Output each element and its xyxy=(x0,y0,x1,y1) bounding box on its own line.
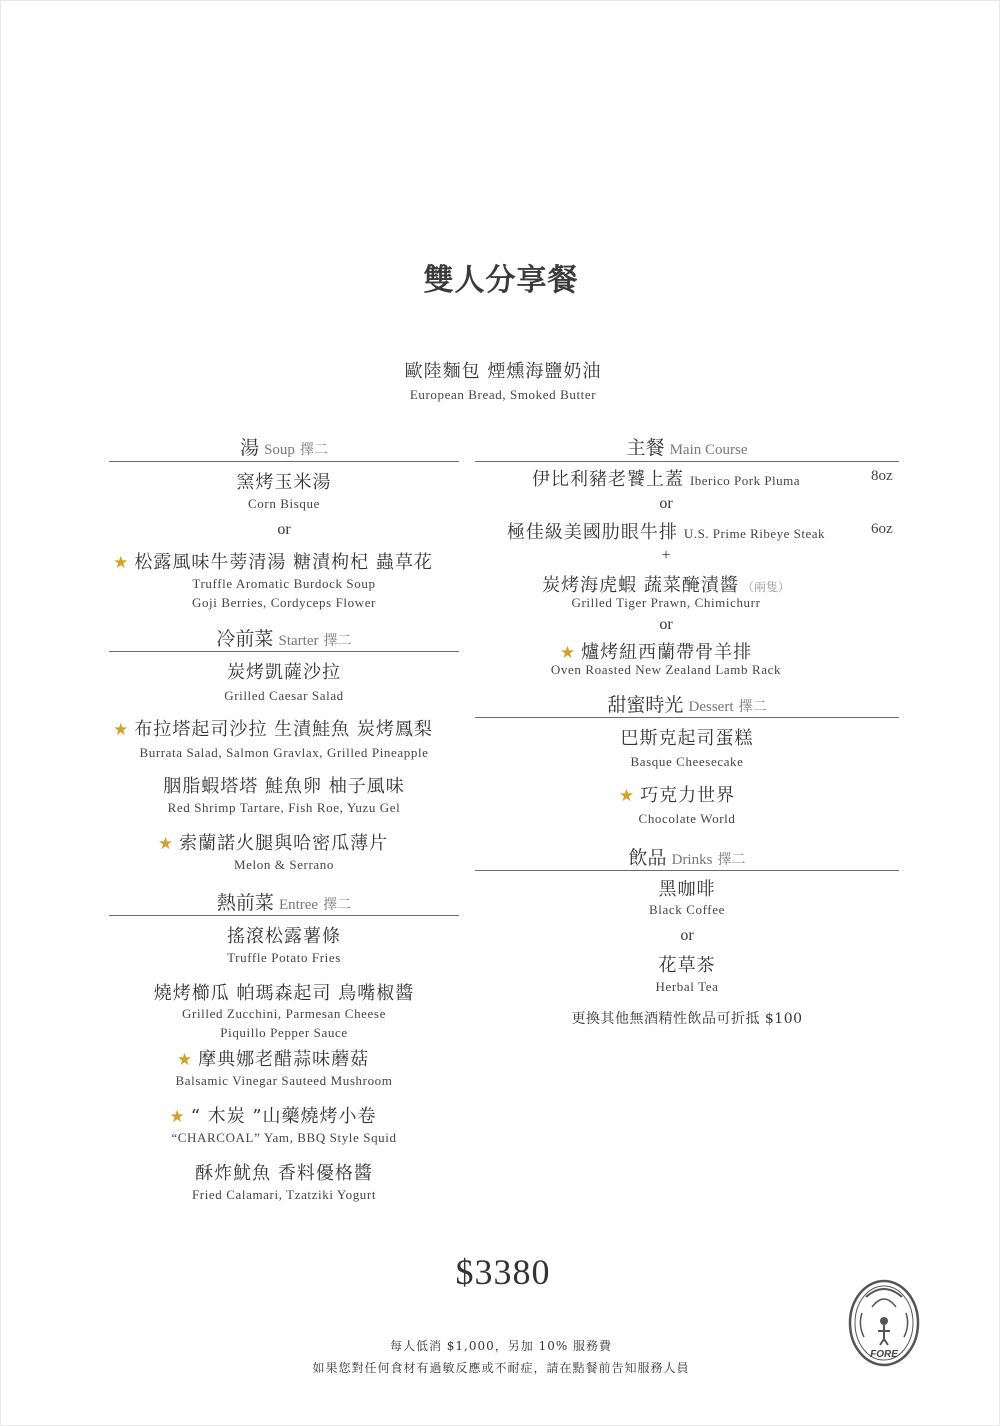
menu-title: 雙人分享餐 xyxy=(423,263,579,298)
drinks-header xyxy=(628,843,745,870)
starter-item2-zh: 布拉塔起司沙拉 生漬鮭魚 炭烤鳳梨 xyxy=(134,719,433,740)
entree-item5-zh: 酥炸魷魚 香料優格醬 xyxy=(195,1163,373,1184)
main-or-2: or xyxy=(659,616,673,633)
starter-divider xyxy=(109,651,459,652)
main-item4-zh-row xyxy=(560,638,752,664)
bread-zh: 歐陸麵包 煙燻海鹽奶油 xyxy=(404,361,602,382)
entree-header-pick: 擇二 xyxy=(323,897,352,913)
soup-item2-en2: Goji Berries, Cordyceps Flower xyxy=(191,595,377,610)
bread-en: European Bread, Smoked Butter xyxy=(409,387,597,402)
main-item2-zh: 極佳級美國肋眼牛排 xyxy=(506,522,678,543)
starter-header-en: Starter xyxy=(278,633,319,649)
logo-emblem-icon xyxy=(844,1273,924,1369)
starter-item2-en: Burrata Salad, Salmon Gravlax, Grilled Pineapple xyxy=(139,745,429,760)
star-icon: ★ xyxy=(169,1107,186,1127)
starter-item3-en: Red Shrimp Tartare, Fish Roe, Yuzu Gel xyxy=(167,800,401,815)
entree-item4-en: “CHARCOAL” Yam, BBQ Style Squid xyxy=(171,1130,397,1145)
main-item3 xyxy=(542,571,790,597)
main-header-zh: 主餐 xyxy=(626,437,665,459)
entree-item4-zh-row xyxy=(169,1102,376,1128)
starter-item4-zh-row xyxy=(158,829,388,855)
entree-header-en: Entree xyxy=(278,897,319,913)
main-plus: + xyxy=(661,547,671,564)
entree-item5-en: Fried Calamari, Tzatziki Yogurt xyxy=(191,1187,377,1202)
entree-item2-zh: 燒烤櫛瓜 帕瑪森起司 鳥嘴椒醬 xyxy=(153,983,415,1004)
dessert-item1-zh: 巴斯克起司蛋糕 xyxy=(620,728,754,749)
main-header xyxy=(626,433,747,460)
dessert-header-pick: 擇二 xyxy=(738,699,767,715)
main-item3-zh: 炭烤海虎蝦 蔬菜醃漬醬 xyxy=(542,575,739,596)
starter-item1-zh: 炭烤凱薩沙拉 xyxy=(227,662,341,683)
starter-item1-en: Grilled Caesar Salad xyxy=(224,688,344,703)
drinks-item2-en: Herbal Tea xyxy=(655,979,719,994)
main-item3-en: Grilled Tiger Prawn, Chimichurr xyxy=(571,595,761,610)
soup-item1-en: Corn Bisque xyxy=(248,496,320,511)
star-icon: ★ xyxy=(157,834,175,854)
dessert-item2-zh: 巧克力世界 xyxy=(640,785,736,806)
drinks-header-zh: 飲品 xyxy=(628,847,667,869)
restaurant-logo xyxy=(844,1273,924,1369)
entree-header xyxy=(217,888,351,915)
soup-header-zh: 湯 xyxy=(239,437,259,459)
main-item1 xyxy=(532,465,800,491)
main-item4-en: Oven Roasted New Zealand Lamb Rack xyxy=(550,662,782,677)
entree-header-zh: 熱前菜 xyxy=(216,892,274,914)
starter-header-zh: 冷前菜 xyxy=(216,628,274,650)
dessert-divider xyxy=(475,717,899,718)
main-header-en: Main Course xyxy=(669,442,748,458)
main-item2 xyxy=(507,518,825,544)
soup-item2-en1: Truffle Aromatic Burdock Soup xyxy=(192,576,376,591)
dessert-item2-en: Chocolate World xyxy=(638,811,736,826)
entree-item3-en: Balsamic Vinegar Sauteed Mushroom xyxy=(175,1073,393,1088)
drinks-header-en: Drinks xyxy=(671,852,713,868)
star-icon: ★ xyxy=(559,643,577,663)
entree-item4-zh: “ 木炭 ”山藥燒烤小卷 xyxy=(190,1106,377,1127)
entree-item2-en1: Grilled Zucchini, Parmesan Cheese xyxy=(182,1006,386,1021)
drinks-divider xyxy=(475,870,899,871)
star-icon: ★ xyxy=(176,1050,194,1070)
soup-item2-zh: 松露風味牛蒡清湯 糖漬枸杞 蟲草花 xyxy=(134,552,433,573)
soup-item1-zh: 窯烤玉米湯 xyxy=(236,472,332,493)
drinks-header-pick: 擇二 xyxy=(717,852,746,868)
entree-item1-zh: 搖滾松露薯條 xyxy=(227,926,341,947)
main-item4-zh: 爐烤紐西蘭帶骨羊排 xyxy=(581,642,753,663)
soup-header-pick: 擇二 xyxy=(300,442,329,458)
main-item3-note: （兩隻） xyxy=(741,580,790,594)
entree-item3-zh: 摩典娜老醋蒜味蘑菇 xyxy=(198,1049,370,1070)
main-divider xyxy=(475,461,899,462)
footer-line2: 如果您對任何食材有過敏反應或不耐症，請在點餐前告知服務人員 xyxy=(312,1361,690,1375)
main-item2-en: U.S. Prime Ribeye Steak xyxy=(683,526,826,541)
soup-or: or xyxy=(277,521,291,538)
main-item1-oz: 8oz xyxy=(871,468,893,484)
star-icon: ★ xyxy=(618,786,636,806)
main-item1-zh: 伊比利豬老饕上蓋 xyxy=(531,469,684,490)
drinks-item1-zh: 黑咖啡 xyxy=(658,879,716,900)
dessert-header-en: Dessert xyxy=(688,699,734,715)
star-icon: ★ xyxy=(113,720,130,740)
dessert-item1-en: Basque Cheesecake xyxy=(630,754,744,769)
starter-item4-zh: 索蘭諾火腿與哈密瓜薄片 xyxy=(179,833,389,854)
soup-header-en: Soup xyxy=(264,442,295,458)
dessert-header-zh: 甜蜜時光 xyxy=(607,694,684,716)
dessert-header xyxy=(607,690,766,717)
entree-item1-en: Truffle Potato Fries xyxy=(227,950,341,965)
entree-item2-en2: Piquillo Pepper Sauce xyxy=(220,1025,348,1040)
drinks-note: 更換其他無酒精性飲品可折抵 $100 xyxy=(571,1011,803,1027)
set-price: $3380 xyxy=(455,1252,551,1292)
dessert-item2-zh-row xyxy=(619,781,735,807)
entree-divider xyxy=(109,915,459,916)
entree-item3-zh-row xyxy=(177,1045,369,1071)
drinks-item2-zh: 花草茶 xyxy=(658,955,716,976)
soup-header xyxy=(240,433,328,460)
soup-divider xyxy=(109,461,459,462)
main-or-1: or xyxy=(659,495,673,512)
logo-text: FORE xyxy=(870,1349,898,1360)
starter-item3-zh: 胭脂蝦塔塔 鮭魚卵 柚子風味 xyxy=(163,776,405,797)
soup-item2-zh-row xyxy=(113,548,433,574)
main-item1-en: Iberico Pork Pluma xyxy=(689,473,801,488)
drinks-or: or xyxy=(680,927,694,944)
main-item2-oz: 6oz xyxy=(871,521,893,537)
starter-item4-en: Melon & Serrano xyxy=(234,857,334,872)
starter-header xyxy=(216,624,351,651)
drinks-item1-en: Black Coffee xyxy=(649,902,725,917)
starter-header-pick: 擇二 xyxy=(323,633,352,649)
star-icon: ★ xyxy=(113,553,130,573)
footer-line1: 每人低消 $1,000，另加 10% 服務費 xyxy=(389,1339,613,1353)
starter-item2-zh-row xyxy=(113,715,433,741)
